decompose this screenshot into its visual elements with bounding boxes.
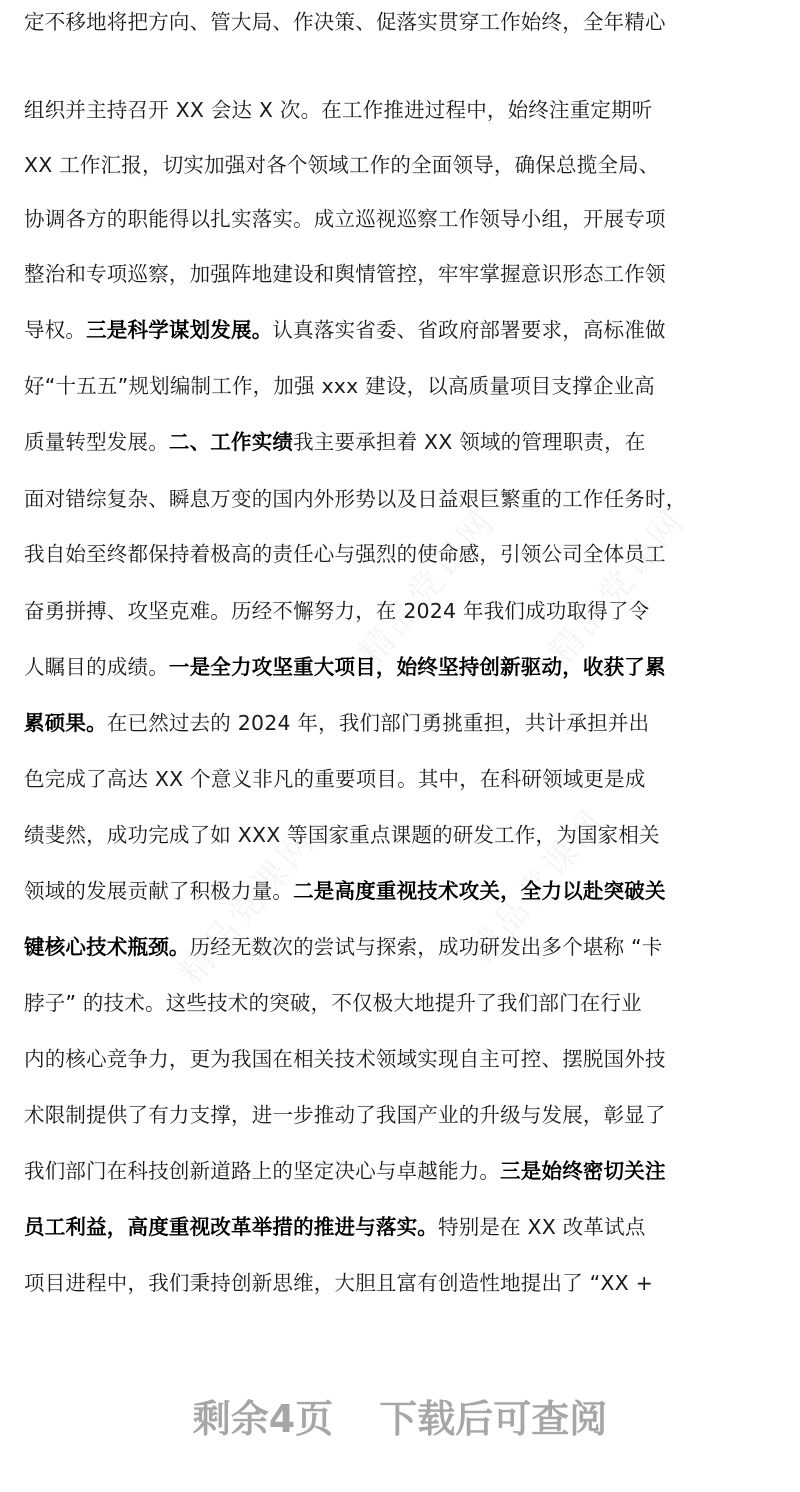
- text-line: [24, 988, 800, 1018]
- text-line: [24, 539, 800, 569]
- text-segment: 绩斐然，成功完成了如 XXX 等国家重点课题的研发工作，为国家相关: [24, 823, 660, 847]
- text-line: [24, 1212, 800, 1242]
- text-segment: 协调各方的职能得以扎实落实。成立巡视巡察工作领导小组，开展专项: [24, 207, 666, 231]
- watermark-text: [535, 496, 695, 673]
- text-line: [24, 150, 800, 180]
- text-line: [24, 315, 800, 345]
- text-segment: 内的核心竞争力，更为我国在相关技术领域实现自主可控、摆脱国外技: [24, 1047, 666, 1071]
- text-segment: 人瞩目的成绩。: [24, 655, 169, 679]
- text-segment: 面对错综复杂、瞬息万变的国内外形势以及日益艰巨繁重的工作任务时，: [24, 487, 687, 511]
- text-line: [24, 259, 800, 289]
- text-line: [24, 708, 800, 738]
- bold-heading-segment: 一是全力攻坚重大项目，始终坚持创新驱动，收获了累: [168, 655, 666, 679]
- text-segment: 我自始至终都保持着极高的责任心与强烈的使命感，引领公司全体员工: [24, 542, 666, 566]
- text-segment: 脖子” 的技术。这些技术的突破，不仅极大地提升了我们部门在行业: [24, 991, 642, 1015]
- text-segment: 领域的发展贡献了积极力量。: [24, 879, 294, 903]
- text-line: [24, 1156, 800, 1186]
- text-line: [24, 427, 800, 457]
- text-segment: 我们部门在科技创新道路上的坚定决心与卓越能力。: [24, 1159, 501, 1183]
- text-line: [24, 1268, 800, 1298]
- download-hint-label: 下载后可查阅: [379, 1397, 608, 1441]
- text-line: [24, 764, 800, 794]
- text-line: [24, 7, 800, 37]
- remaining-pages-label: 剩余4页: [192, 1397, 334, 1441]
- text-line: [24, 1100, 800, 1130]
- text-segment: 整治和专项巡察，加强阵地建设和舆情管控，牢牢掌握意识形态工作领: [24, 262, 666, 286]
- text-segment: 定不移地将把方向、管大局、作决策、促落实贯穿工作始终，全年精心: [24, 10, 666, 34]
- bold-heading-segment: 员工利益，高度重视改革举措的推进与落实。: [24, 1215, 438, 1239]
- watermark-text: [345, 496, 505, 673]
- text-line: [24, 204, 800, 234]
- text-segment: 认真落实省委、省政府部署要求，高标准做: [272, 318, 666, 342]
- text-line: [24, 876, 800, 906]
- bold-heading-segment: 二、工作实绩: [168, 430, 294, 454]
- text-line: [24, 1044, 800, 1074]
- text-segment: 我主要承担着 XX 领域的管理职责，在: [293, 430, 646, 454]
- text-segment: 术限制提供了有力支撑，进一步推动了我国产业的升级与发展，彰显了: [24, 1103, 666, 1127]
- bold-heading-segment: 二是高度重视技术攻关，全力以赴突破关: [293, 879, 666, 903]
- text-segment: 组织并主持召开 XX 会达 X 次。在工作推进过程中，始终注重定期听: [24, 98, 653, 122]
- text-segment: 色完成了高达 XX 个意义非凡的重要项目。其中，在科研领域更是成: [24, 767, 646, 791]
- text-line: [24, 95, 800, 125]
- text-segment: 在已然过去的 2024 年，我们部门勇挑重担，共计承担并出: [106, 711, 650, 735]
- bold-heading-segment: 三是始终密切关注: [500, 1159, 666, 1183]
- text-segment: 历经无数次的尝试与探索，成功研发出多个堪称 “卡: [189, 935, 663, 959]
- bold-heading-segment: 键核心技术瓶颈。: [24, 935, 190, 959]
- text-segment: XX 工作汇报，切实加强对各个领域工作的全面领导，确保总揽全局、: [24, 153, 660, 177]
- text-segment: 奋勇拼搏、攻坚克难。历经不懈努力，在 2024 年我们成功取得了令: [24, 599, 650, 623]
- text-line: [24, 596, 800, 626]
- text-segment: 导权。: [24, 318, 87, 342]
- text-line: [24, 932, 800, 962]
- text-segment: 好“十五五”规划编制工作，加强 xxx 建设，以高质量项目支撑企业高: [24, 374, 655, 398]
- text-line: [24, 652, 800, 682]
- bold-heading-segment: 三是科学谋划发展。: [86, 318, 273, 342]
- text-segment: 特别是在 XX 改革试点: [438, 1215, 646, 1239]
- text-segment: 项目进程中，我们秉持创新思维，大胆且富有创造性地提出了 “XX +: [24, 1271, 654, 1295]
- preview-limit-notice[interactable]: [0, 1388, 800, 1440]
- bold-heading-segment: 累硕果。: [24, 711, 107, 735]
- text-line: [24, 820, 800, 850]
- text-line: [24, 484, 800, 514]
- text-line: [24, 371, 800, 401]
- text-segment: 质量转型发展。: [24, 430, 169, 454]
